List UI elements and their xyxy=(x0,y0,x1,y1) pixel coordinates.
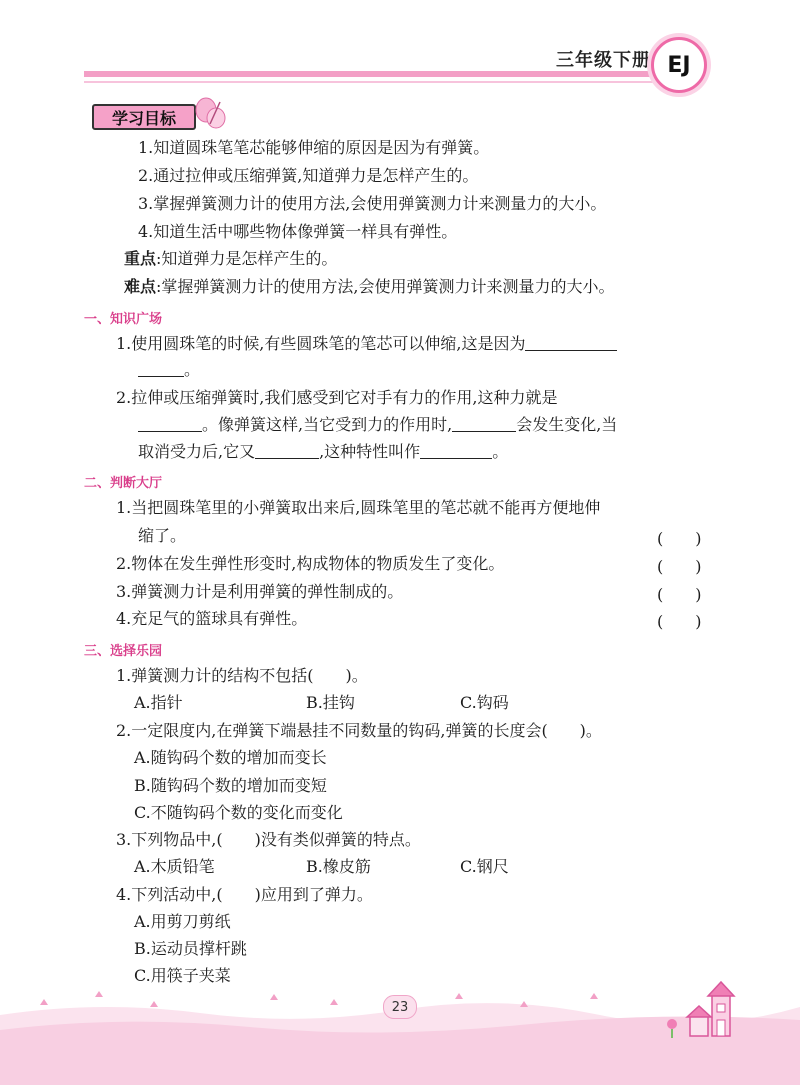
s3-q4-option-b[interactable]: B.运动员撑杆跳 xyxy=(134,939,247,958)
s1-q2-mid-text: 。像弹簧这样,当它受到力的作用时, xyxy=(202,415,453,434)
s1-q2-c3: 。 xyxy=(492,442,509,461)
s2-q1-line-2: 缩了。 xyxy=(138,526,187,545)
answer-blank[interactable] xyxy=(525,334,617,351)
difficulty-text: :掌握弹簧测力计的使用方法,会使用弹簧测力计来测量力的大小。 xyxy=(156,277,615,296)
butterfly-icon xyxy=(194,96,230,132)
header-rule-thin xyxy=(84,81,654,83)
s1-q2-line-3 xyxy=(138,442,508,462)
s3-q3-option-b[interactable]: B.橡皮筋 xyxy=(306,857,371,876)
s1-q1-line-1 xyxy=(116,334,617,354)
s3-q1: 1.弹簧测力计的结构不包括( )。 xyxy=(116,666,368,685)
goal-item-4: 4.知道生活中哪些物体像弹簧一样具有弹性。 xyxy=(138,222,458,241)
learning-goals-tag: 学习目标 xyxy=(92,104,196,130)
s3-q4: 4.下列活动中,( )应用到了弹力。 xyxy=(116,885,373,904)
answer-blank[interactable] xyxy=(255,442,319,459)
edition-badge: EJ xyxy=(651,37,707,93)
header-title: 三年级下册 xyxy=(556,50,651,71)
s3-q1-option-b[interactable]: B.挂钩 xyxy=(306,693,355,712)
answer-parens[interactable]: ( ) xyxy=(657,585,702,604)
s1-q2-line-2 xyxy=(138,415,617,435)
section-2-title: 二、判断大厅 xyxy=(84,476,163,491)
s2-q2-line-1: 2.拉伸或压缩弹簧时,我们感受到它对手有力的作用,这种力就是 xyxy=(116,388,558,407)
s2-q4: 4.充足气的篮球具有弹性。 xyxy=(116,609,308,628)
answer-parens[interactable]: ( ) xyxy=(657,557,702,576)
answer-parens[interactable]: ( ) xyxy=(657,612,702,631)
page-number: 23 xyxy=(383,995,417,1019)
s1-q2-mid-end: 会发生变化,当 xyxy=(516,415,618,434)
answer-blank[interactable] xyxy=(452,415,516,432)
s1-q1-line-2 xyxy=(138,360,200,380)
difficulty-label: 难点 xyxy=(124,277,157,296)
header-rule xyxy=(84,71,654,77)
answer-blank[interactable] xyxy=(138,415,202,432)
key-point xyxy=(124,249,337,269)
goal-item-1: 1.知道圆珠笔笔芯能够伸缩的原因是因为有弹簧。 xyxy=(138,138,490,157)
section-3-title: 三、选择乐园 xyxy=(84,644,163,659)
key-point-label: 重点 xyxy=(124,249,157,268)
goal-item-3: 3.掌握弹簧测力计的使用方法,会使用弹簧测力计来测量力的大小。 xyxy=(138,194,607,213)
s3-q3: 3.下列物品中,( )没有类似弹簧的特点。 xyxy=(116,830,421,849)
answer-parens[interactable]: ( ) xyxy=(657,529,702,548)
s3-q3-option-a[interactable]: A.木质铅笔 xyxy=(134,857,215,876)
section-1-title: 一、知识广场 xyxy=(84,312,163,327)
difficulty-point xyxy=(124,277,615,297)
answer-blank[interactable] xyxy=(420,442,492,459)
s1-q2-c2: ,这种特性叫作 xyxy=(319,442,421,461)
s2-q3: 3.弹簧测力计是利用弹簧的弹性制成的。 xyxy=(116,582,404,601)
s3-q2-option-c[interactable]: C.不随钩码个数的变化而变化 xyxy=(134,803,343,822)
s3-q2-option-b[interactable]: B.随钩码个数的增加而变短 xyxy=(134,776,327,795)
s2-q1-line-1: 1.当把圆珠笔里的小弹簧取出来后,圆珠笔里的笔芯就不能再方便地伸 xyxy=(116,498,601,517)
s3-q4-option-c[interactable]: C.用筷子夹菜 xyxy=(134,966,231,985)
key-point-text: :知道弹力是怎样产生的。 xyxy=(156,249,338,268)
s1-q1-text: 1.使用圆珠笔的时候,有些圆珠笔的笔芯可以伸缩,这是因为 xyxy=(116,334,526,353)
answer-blank[interactable] xyxy=(138,360,184,377)
goal-item-2: 2.通过拉伸或压缩弹簧,知道弹力是怎样产生的。 xyxy=(138,166,479,185)
s3-q4-option-a[interactable]: A.用剪刀剪纸 xyxy=(134,912,231,931)
s3-q3-option-c[interactable]: C.钢尺 xyxy=(460,857,509,876)
s1-q2-c1: 取消受力后,它又 xyxy=(138,442,256,461)
s1-q1-end: 。 xyxy=(184,360,201,379)
s3-q2: 2.一定限度内,在弹簧下端悬挂不同数量的钩码,弹簧的长度会( )。 xyxy=(116,721,602,740)
s3-q1-option-a[interactable]: A.指针 xyxy=(134,693,183,712)
s3-q1-option-c[interactable]: C.钩码 xyxy=(460,693,509,712)
s3-q2-option-a[interactable]: A.随钩码个数的增加而变长 xyxy=(134,748,327,767)
tower-house-icon xyxy=(660,980,750,1040)
s2-q2: 2.物体在发生弹性形变时,构成物体的物质发生了变化。 xyxy=(116,554,505,573)
